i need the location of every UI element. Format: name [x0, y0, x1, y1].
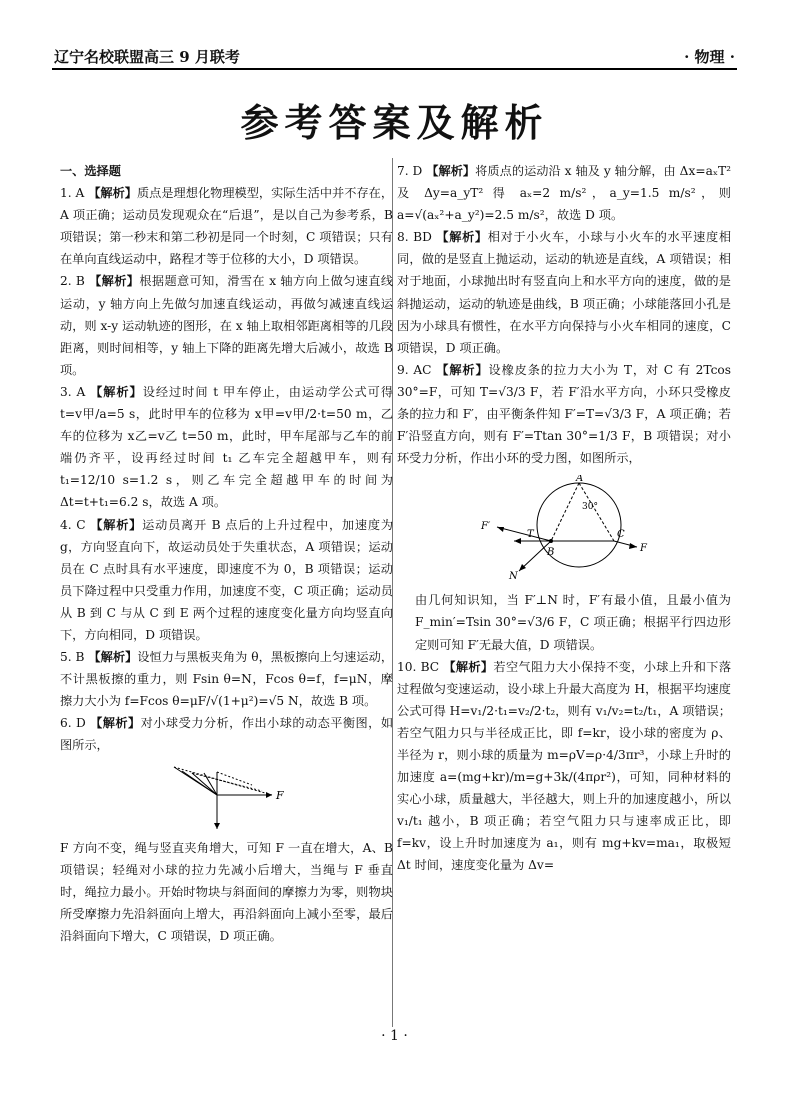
fig9-label-Fprime: F′: [481, 521, 491, 533]
right-column: [397, 160, 731, 877]
fig9-label-N: N: [509, 571, 518, 583]
answer-item-10: 10. BC 【解析】若空气阻力大小保持不变，小球上升和下落过程做匀变速运动，设小球上升最大高度为 H，根据平均速度公式可得 H=v₁/2·t₁=v₂/2·t₂，则有 v₁/v₂=t₂/t₁，A 项错误；若空气阻力只与半径成正比，即 f=kr，设小球的密度为 ρ、半径为 r，则小球的质量为 m=ρV=ρ·4/3πr³，小球上升时的加速度 a=(mg+kr)/m=g+3k/(4πρr²)，可知，同种材料的实心小球，质量越大，半径越大，则上升的加速度越小，所以 v₁/t₁ 越小，B 项正确；若空气阻力只与速率成正比，即 f=kv，设上升时加速度为 a₁，则有 mg+kv=ma₁，取极短 Δt 时间，速度变化量为 Δv=: [397, 659, 732, 873]
answer-item-4: 4. C 【解析】运动员离开 B 点后的上升过程中，加速度为 g，方向竖直向下，故运动员处于失重状态，A 项错误；运动员在 C 点时具有水平速度，即速度不为 0，B 项错误；运动员下降过程中只受重力作用，加速度不变，C 项正确；运动员从 B 到 C 与从 C 到 E 两个过程的速度变化量方向均竖直向下，方向相同，D 项错误。: [60, 517, 394, 642]
fig9-label-A: A: [576, 475, 584, 485]
answer-item-3: 3. A 【解析】设经过时间 t 甲车停止，由运动学公式可得 t=v甲/a=5 s，此时甲车的位移为 x甲=v甲/2·t=50 m，乙车的位移为 x乙=v乙 t=50 m，此时，甲车尾部与乙车的前端仍齐平，设再经过时间 t₁ 乙车完全超越甲车，则有 t₁=12/10 s=1.2 s，则乙车完全超越甲车的时间为 Δt=t+t₁=6.2 s，故选 A 项。: [60, 384, 394, 510]
answer-item-8: 8. BD 【解析】相对于小火车，小球与小火车的水平速度相同，做的是竖直上抛运动，运动的轨迹是直线，A 项错误；相对于地面，小球抛出时有竖直向上和水平方向的速度，做的是斜抛运动，运动的轨迹是曲线，B 项正确；小球能落回小孔是因为小球具有惯性，在水平方向保持与小火车相同的速度，C 项错误，D 项正确。: [397, 230, 732, 355]
section-heading: 一、选择题: [60, 164, 121, 178]
page-title: 参考答案及解析: [240, 101, 549, 145]
answer-item-1: 1. A 【解析】质点是理想化物理模型，实际生活中并不存在，A 项正确；运动员发现观众在“后退”，是以自己为参考系，B 项错误；第一秒末和第二秒初是同一个时刻，C 项错误；只有在单向直线运动中，路程才等于位移的大小，D 项错误。: [60, 186, 394, 267]
answer-item-6-cont: F 方向不变，绳与竖直夹角增大，可知 F 一直在增大，A、B 项错误；轻绳对小球的拉力先减小后增大，当绳与 F 垂直时，绳拉力最小。开始时物块与斜面间的摩擦力为零，则物块所受摩擦力先沿斜面向上增大，再沿斜面向上减小至零，最后沿斜面向下增大，C 项错误，D 项正确。: [60, 840, 393, 943]
fig9-label-C: C: [617, 529, 625, 541]
answer-item-9: 9. AC 【解析】设橡皮条的拉力大小为 T，对 C 有 2Tcos 30°=F，可知 T=√3/3 F，若 F′沿水平方向，小环只受橡皮条的拉力和 F′，由平衡条件知 F′=T=√3/3 F，A 项正确；若 F′沿竖直方向，则有 F′=Ttan 30°=1/3 F，B 项错误；对小环受力分析，作出小环的受力图，如图所示，: [397, 362, 731, 466]
page-header: [52, 42, 737, 70]
fig9-label-B: B: [547, 547, 555, 559]
answer-item-7: 7. D 【解析】将质点的运动沿 x 轴及 y 轴分解，由 Δx=aₓT² 及 Δy=a_yT² 得 aₓ=2 m/s²，a_y=1.5 m/s²，则 a=√(aₓ²+a_y²)=2.5 m/s²，故选 D 项。: [397, 164, 732, 223]
exam-name: 辽宁名校联盟高三 9 月联考: [54, 48, 240, 66]
figure-6-force-diagram: [162, 763, 292, 833]
subject-label: · 物理 ·: [684, 48, 735, 66]
fig9-label-F: F: [640, 543, 647, 555]
fig6-label-F: F: [275, 788, 284, 802]
figure-9-ring-diagram: [469, 475, 659, 585]
answer-item-6: 6. D 【解析】对小球受力分析，作出小球的动态平衡图，如图所示，: [60, 716, 394, 753]
fig9-angle-label: 30°: [582, 502, 598, 513]
answer-item-5: 5. B 【解析】设恒力与黑板夹角为 θ，黑板擦向上匀速运动，不计黑板擦的重力，则 Fsin θ=N，Fcos θ=f，f=μN，摩擦力大小为 f=Fcos θ=μF/√(1+μ²)=√5 N，故选 B 项。: [60, 650, 394, 709]
answer-item-2: 2. B 【解析】根据题意可知，滑雪在 x 轴方向上做匀速直线运动，y 轴方向上先做匀加速直线运动，再做匀减速直线运动，则 x-y 运动轨迹的图形，在 x 轴上取相邻距离相等的几段距离，则时间相等，y 轴上下降的距离先增大后减小，故选 B 项。: [60, 274, 394, 377]
left-column: [60, 160, 393, 947]
fig9-label-T: T: [527, 529, 534, 541]
answer-item-9-cont: 由几何知识知，当 F′⊥N 时，F′有最小值，且最小值为 F_min′=Tsin 30°=√3/6 F，C 项正确；根据平行四边形定则可知 F′无最大值，D 项错误。: [415, 593, 731, 652]
page-number: · 1 ·: [381, 1028, 408, 1044]
